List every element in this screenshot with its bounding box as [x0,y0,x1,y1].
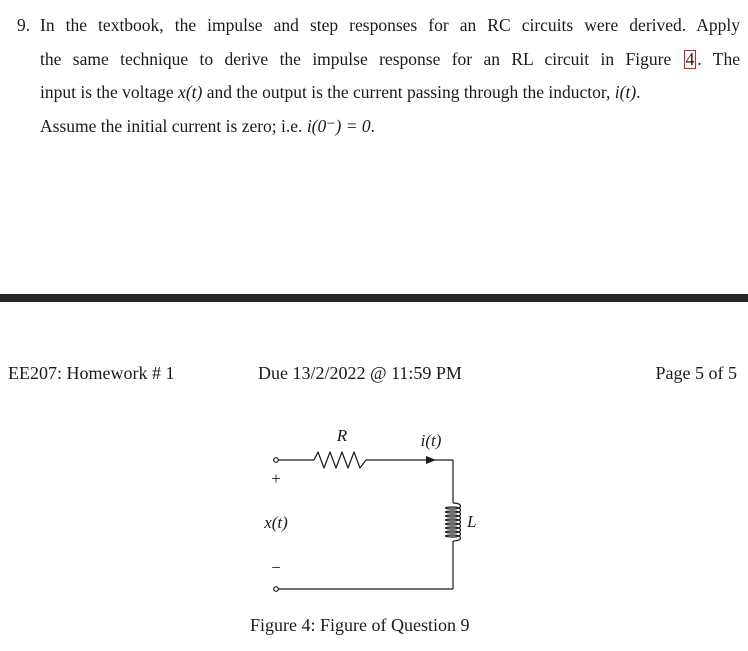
question-line-3-a: input is the voltage [40,82,179,103]
minus-sign: − [271,558,281,577]
question-line-3-c: . [636,82,641,103]
top-terminal [274,458,279,463]
current-label: i(t) [420,431,442,450]
math-initial-condition: i(0⁻) = 0 [306,116,371,137]
question-line-4-a: Assume the initial current is zero; i.e. [40,116,307,137]
question-line-4-b: . [370,116,376,137]
current-arrow-icon [426,456,436,464]
header-due-date: Due 13/2/2022 @ 11:59 PM [258,363,462,383]
resistor-label: R [336,426,348,445]
question-number: 9. [17,15,31,35]
question-line-2-text: the same technique to derive the impulse response for an RL circuit in Figure [40,48,672,69]
figure-reference-link[interactable]: 4 [685,48,695,69]
math-current-i: i(t) [614,82,637,103]
header-course: EE207: Homework # 1 [8,363,175,383]
header-page-number: Page 5 of 5 [655,363,737,383]
math-input-x: x(t) [178,82,203,103]
question-line-2-end: . The [697,48,740,69]
figure-caption: Figure 4: Figure of Question 9 [250,615,470,635]
question-line-1: In the textbook, the impulse and step responses for an RC circuits were derived. Apply [40,15,740,35]
inductor-coil-icon [446,503,461,541]
source-voltage-label: x(t) [264,513,288,532]
bottom-terminal [274,587,279,592]
plus-sign: + [271,469,281,488]
question-line-3-b: and the output is the current passing through the inductor, [202,82,615,103]
resistor-icon [314,452,366,468]
inductor-label: L [467,512,477,531]
